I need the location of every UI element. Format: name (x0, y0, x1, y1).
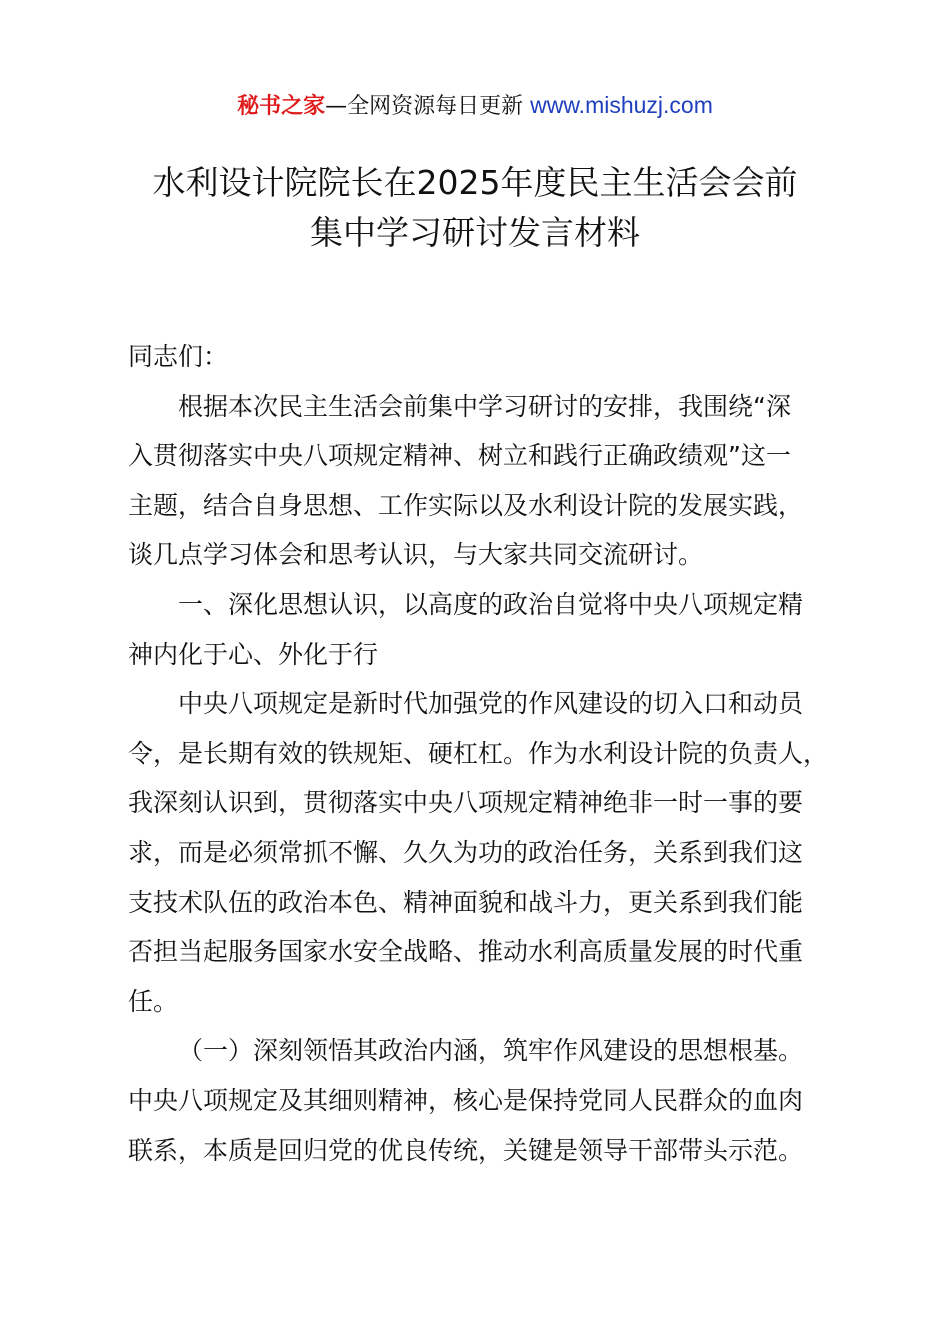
body-line: 中央八项规定是新时代加强党的作风建设的切入口和动员 (178, 689, 804, 719)
brand-name: 秘书之家 (237, 94, 326, 119)
body-line: 谈几点学习体会和思考认识，与大家共同交流研讨。 (128, 540, 704, 570)
title-line: 集中学习研讨发言材料 (310, 213, 640, 252)
section-heading-line: 一、深化思想认识，以高度的政治自觉将中央八项规定精 (178, 589, 804, 619)
body-line: 根据本次民主生活会前集中学习研讨的安排，我围绕“深 (178, 391, 791, 421)
body-line: 求，而是必须常抓不懈、久久为功的政治任务，关系到我们这 (128, 837, 804, 867)
document-body (128, 332, 838, 1175)
title-line: 水利设计院院长在2025年度民主生活会会前 (152, 163, 798, 202)
body-line: 中央八项规定及其细则精神，核心是保持党同人民群众的血肉 (128, 1085, 804, 1115)
site-url-link[interactable]: www.mishuzj.com (530, 92, 713, 118)
section-heading-line: 神内化于心、外化于行 (128, 639, 379, 669)
body-line: 联系，本质是回归党的优良传统，关键是领导干部带头示范。 (128, 1135, 804, 1165)
subsection-heading-line: （一）深刻领悟其政治内涵，筑牢作风建设的思想根基。 (178, 1036, 804, 1066)
site-header (0, 88, 950, 124)
body-line: 支技术队伍的政治本色、精神面貌和战斗力，更关系到我们能 (128, 887, 804, 917)
header-tagline: —全网资源每日更新 (325, 94, 524, 119)
body-line: 令，是长期有效的铁规矩、硬杠杠。作为水利设计院的负责人， (128, 738, 829, 768)
document-title (60, 158, 890, 258)
body-line: 主题，结合自身思想、工作实际以及水利设计院的发展实践， (128, 490, 804, 520)
body-line: 入贯彻落实中央八项规定精神、树立和践行正确政绩观”这一 (128, 441, 791, 471)
body-line: 任。 (128, 986, 179, 1016)
body-line: 我深刻认识到，贯彻落实中央八项规定精神绝非一时一事的要 (128, 788, 804, 818)
salutation: 同志们： (128, 342, 229, 371)
body-line: 否担当起服务国家水安全战略、推动水利高质量发展的时代重 (128, 937, 804, 967)
